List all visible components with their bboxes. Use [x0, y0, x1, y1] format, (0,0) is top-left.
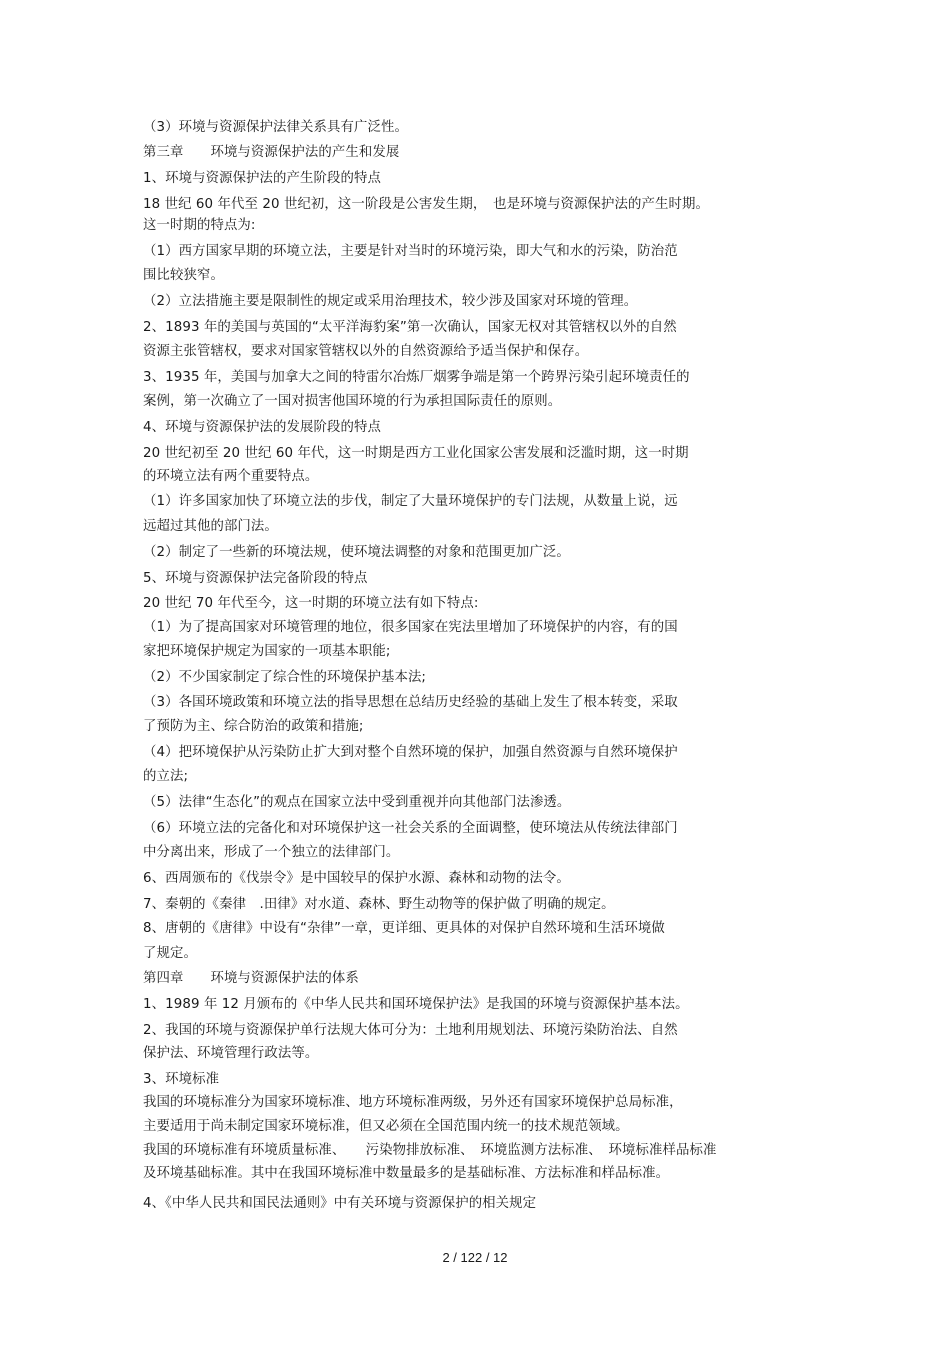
text-line: 2、我国的环境与资源保护单行法规大体可分为：土地利用规划法、环境污染防治法、自然: [143, 1023, 678, 1038]
chapter-heading: 第三章 环境与资源保护法的产生和发展: [143, 145, 400, 160]
text-line: 8、唐朝的《唐律》中设有“杂律”一章，更详细、更具体的对保护自然环境和生活环境做: [143, 921, 665, 936]
text-line: （2）不少国家制定了综合性的环境保护基本法;: [143, 670, 427, 685]
text-line: 我国的环境标准分为国家环境标准、地方环境标准两级，另外还有国家环境保护总局标准，: [143, 1095, 683, 1110]
text-line: 18 世纪 60 年代至 20 世纪初，这一阶段是公害发生期， 也是环境与资源保护法的产生时期。: [143, 197, 709, 212]
text-line: 保护法、环境管理行政法等。: [143, 1046, 319, 1061]
section-heading: 4、环境与资源保护法的发展阶段的特点: [143, 420, 381, 435]
text-line: 中分离出来，形成了一个独立的法律部门。: [143, 845, 400, 860]
text-line: （1）西方国家早期的环境立法，主要是针对当时的环境污染，即大气和水的污染，防治范: [143, 244, 678, 259]
text-line: （1）为了提高国家对环境管理的地位，很多国家在宪法里增加了环境保护的内容，有的国: [143, 620, 678, 635]
text-line: 案例，第一次确立了一国对损害他国环境的行为承担国际责任的原则。: [143, 394, 562, 409]
text-line: 了规定。: [143, 946, 197, 961]
page-number: 2 / 122 / 12: [442, 1250, 508, 1265]
text-line: 的环境立法有两个重要特点。: [143, 469, 319, 484]
chapter-heading: 第四章 环境与资源保护法的体系: [143, 971, 359, 986]
text-line: 家把环境保护规定为国家的一项基本职能;: [143, 644, 391, 659]
section-heading: 4、《中华人民共和国民法通则》中有关环境与资源保护的相关规定: [143, 1196, 537, 1211]
text-line: 了预防为主、综合防治的政策和措施;: [143, 719, 364, 734]
text-line: 远超过其他的部门法。: [143, 519, 278, 534]
text-line: 的立法;: [143, 769, 189, 784]
text-line: 7、秦朝的《秦律 .田律》对水道、森林、野生动物等的保护做了明确的规定。: [143, 897, 615, 912]
text-line: 资源主张管辖权，要求对国家管辖权以外的自然资源给予适当保护和保存。: [143, 344, 589, 359]
text-line: 6、西周颁布的《伐崇令》是中国较早的保护水源、森林和动物的法令。: [143, 871, 570, 886]
text-line: 及环境基础标准。其中在我国环境标准中数量最多的是基础标准、方法标准和样品标准。: [143, 1166, 670, 1181]
text-line: 1、1989 年 12 月颁布的《中华人民共和国环境保护法》是我国的环境与资源保护基本法。: [143, 997, 689, 1012]
section-heading: 5、环境与资源保护法完备阶段的特点: [143, 571, 368, 586]
text-line: 这一时期的特点为:: [143, 218, 256, 233]
text-line: 20 世纪 70 年代至今，这一时期的环境立法有如下特点:: [143, 596, 479, 611]
text-line: （5）法律“生态化”的观点在国家立法中受到重视并向其他部门法渗透。: [143, 795, 571, 810]
text-line: （2）制定了一些新的环境法规，使环境法调整的对象和范围更加广泛。: [143, 545, 570, 560]
text-line: 3、1935 年，美国与加拿大之间的特雷尔冶炼厂烟雾争端是第一个跨界污染引起环境责任的: [143, 370, 690, 385]
text-line: 20 世纪初至 20 世纪 60 年代，这一时期是西方工业化国家公害发展和泛滥时期，这一时期: [143, 446, 689, 461]
text-line: 我国的环境标准有环境质量标准、 污染物排放标准、 环境监测方法标准、 环境标准样品标准: [143, 1143, 717, 1158]
text-line: 围比较狭窄。: [143, 268, 224, 283]
text-line: （4）把环境保护从污染防止扩大到对整个自然环境的保护，加强自然资源与自然环境保护: [143, 745, 678, 760]
text-line: （2）立法措施主要是限制性的规定或采用治理技术，较少涉及国家对环境的管理。: [143, 294, 638, 309]
text-line: （3）环境与资源保护法律关系具有广泛性。: [143, 120, 408, 135]
section-heading: 3、环境标准: [143, 1072, 220, 1087]
text-line: （3）各国环境政策和环境立法的指导思想在总结历史经验的基础上发生了根本转变，采取: [143, 695, 678, 710]
text-line: 主要适用于尚未制定国家环境标准，但又必须在全国范围内统一的技术规范领域。: [143, 1119, 629, 1134]
text-line: （6）环境立法的完备化和对环境保护这一社会关系的全面调整，使环境法从传统法律部门: [143, 821, 678, 836]
section-heading: 1、环境与资源保护法的产生阶段的特点: [143, 171, 381, 186]
text-line: 2、1893 年的美国与英国的“太平洋海豹案”第一次确认，国家无权对其管辖权以外的自然: [143, 320, 677, 335]
text-line: （1）许多国家加快了环境立法的步伐，制定了大量环境保护的专门法规，从数量上说，远: [143, 494, 678, 509]
